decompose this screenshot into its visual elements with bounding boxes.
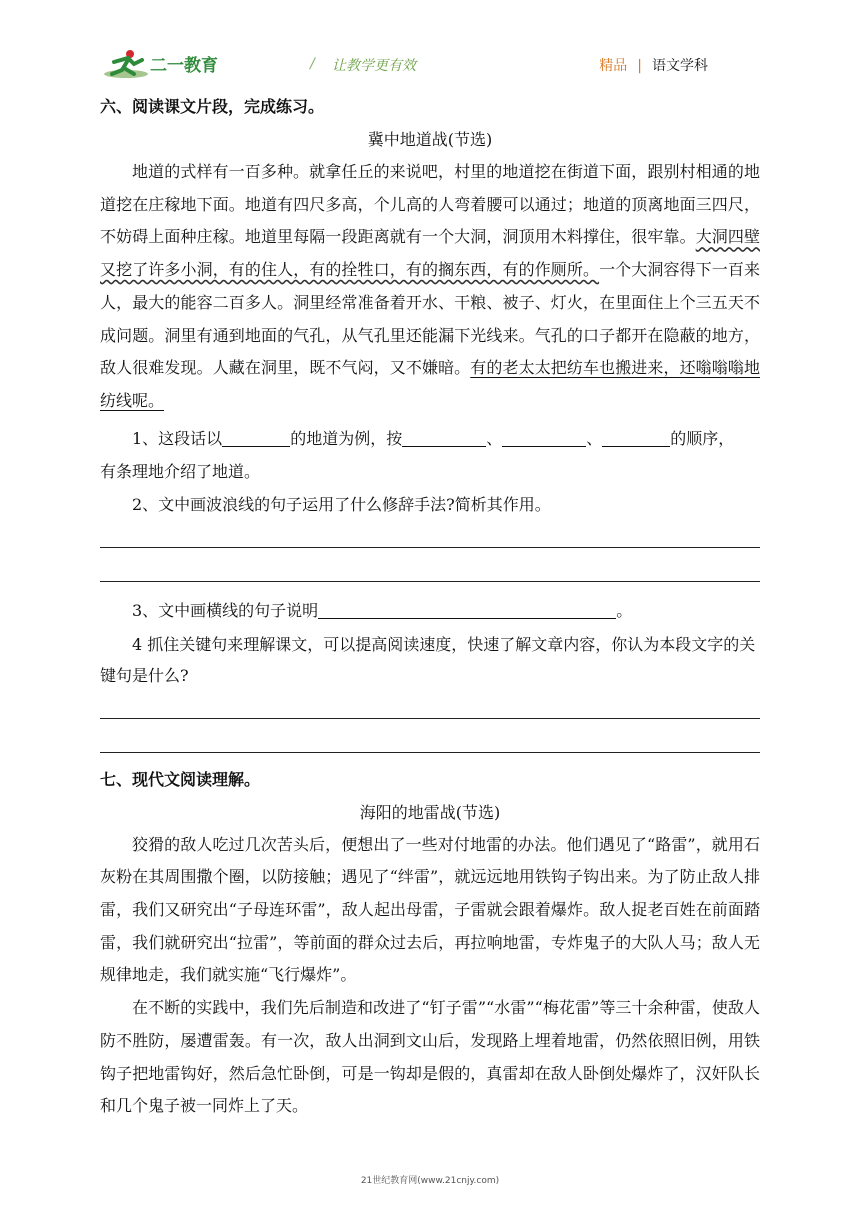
- question-1: [100, 422, 760, 455]
- q1-text-c: 的顺序，: [670, 428, 735, 448]
- underlined-sentence: 有的老太太把纺车也搬进来，还嗡嗡嗡地纺线呢。: [100, 358, 760, 410]
- passage-text-a: 地道的式样有一百多种。就拿任丘的来说吧，村里的地道挖在街道下面，跟别村相通的地道挖在庄稼地下面。地道有四尺多高，个儿高的人弯着腰可以通过；地道的顶离地面三四尺，不妨碍上面种庄稼。地道里每隔一段距离就有一个大洞，洞顶用木料撑住，很牢靠。: [100, 162, 760, 247]
- q1-sep-2: 、: [586, 428, 603, 448]
- wavy-underlined-sentence: 大洞四壁又挖了许多小洞，有的住人，有的拴牲口，有的搁东西，有的作厕所。: [100, 227, 760, 280]
- logo-text: 二一教育: [150, 56, 218, 76]
- page-footer: 21世纪教育网(www.21cnjy.com): [360, 1176, 500, 1186]
- section6-title: 冀中地道战(节选): [367, 130, 493, 149]
- q1-blank-3[interactable]: [502, 428, 586, 447]
- q2-answer-line-1[interactable]: [100, 547, 760, 548]
- header-right: [599, 55, 708, 75]
- q4-answer-line-2[interactable]: [100, 752, 760, 753]
- question-3: [100, 594, 760, 627]
- question-1-cont: 有条理地介绍了地道。: [100, 461, 261, 481]
- section7-paragraph-1: 狡猾的敌人吃过几次苦头后，便想出了一些对付地雷的办法。他们遇见了“路雷”，就用石灰粉在其周围撒个圈，以防接触；遇见了“绊雷”，就远远地用铁钩子钩出来。为了防止敌人排雷，我们又研究出“子母连环雷”，敌人起出母雷，子雷就会跟着爆炸。敌人捉老百姓在前面踏雷，我们就研究出“拉雷”，等前面的群众过去后，再拉响地雷，专炸鬼子的大队人马；敌人无规律地走，我们就实施“飞行爆炸”。: [100, 834, 760, 985]
- q1-blank-2[interactable]: [402, 428, 486, 447]
- header-separator: |: [637, 58, 642, 74]
- section7-title: 海阳的地雷战(节选): [359, 802, 501, 822]
- header-subject: 语文学科: [652, 58, 708, 74]
- section7-paragraph-2: 在不断的实践中，我们先后制造和改进了“钉子雷”“水雷”“梅花雷”等三十余种雷，使敌人防不胜防，屡遭雷轰。有一次，敌人出洞到文山后，发现路上埋着地雷，仍然依照旧例，用铁钩子把地雷钩好，然后急忙卧倒，可是一钩却是假的，真雷却在敌人卧倒处爆炸了，汉奸队长和几个鬼子被一同炸上了天。: [100, 998, 760, 1116]
- passage-text-b: 一个大洞容得下一百来人，最大的能容二百多人。洞里经常准备着开水、干粮、被子、灯火，在里面住上个三五天不成问题。洞里有通到地面的气孔，从气孔里还能漏下光线来。气孔的口子都开在隐蔽的地方，敌人很难发现。人藏在洞里，既不气闷，又不嫌暗。: [100, 260, 760, 378]
- logo: [100, 48, 250, 80]
- q4-answer-line-1[interactable]: [100, 718, 760, 719]
- q1-blank-4[interactable]: [602, 428, 670, 447]
- section6-heading: 六、阅读课文片段，完成练习。: [100, 97, 325, 116]
- section7-heading: 七、现代文阅读理解。: [100, 769, 261, 789]
- question-4: 4 抓住关键句来理解课文，可以提高阅读速度，快速了解文章内容，你认为本段文字的关键句是什么?: [100, 634, 756, 685]
- header-slash: /: [310, 56, 315, 72]
- section6-passage: [100, 156, 760, 418]
- q3-text-a: 3、文中画横线的句子说明: [132, 600, 319, 620]
- q3-blank[interactable]: [318, 600, 616, 619]
- q1-text-a: 1、这段话以: [132, 428, 223, 448]
- q1-text-b: 的地道为例，按: [290, 428, 403, 448]
- q1-blank-1[interactable]: [222, 428, 290, 447]
- header-boutique: 精品: [599, 58, 628, 74]
- q3-text-b: 。: [616, 600, 633, 620]
- page-header: [100, 48, 760, 82]
- worksheet-content: [100, 92, 760, 1123]
- question-2: 2、文中画波浪线的句子运用了什么修辞手法?简析其作用。: [132, 494, 551, 514]
- q2-answer-line-2[interactable]: [100, 581, 760, 582]
- q1-sep-1: 、: [486, 428, 503, 448]
- header-slogan: 让教学更有效: [332, 58, 416, 74]
